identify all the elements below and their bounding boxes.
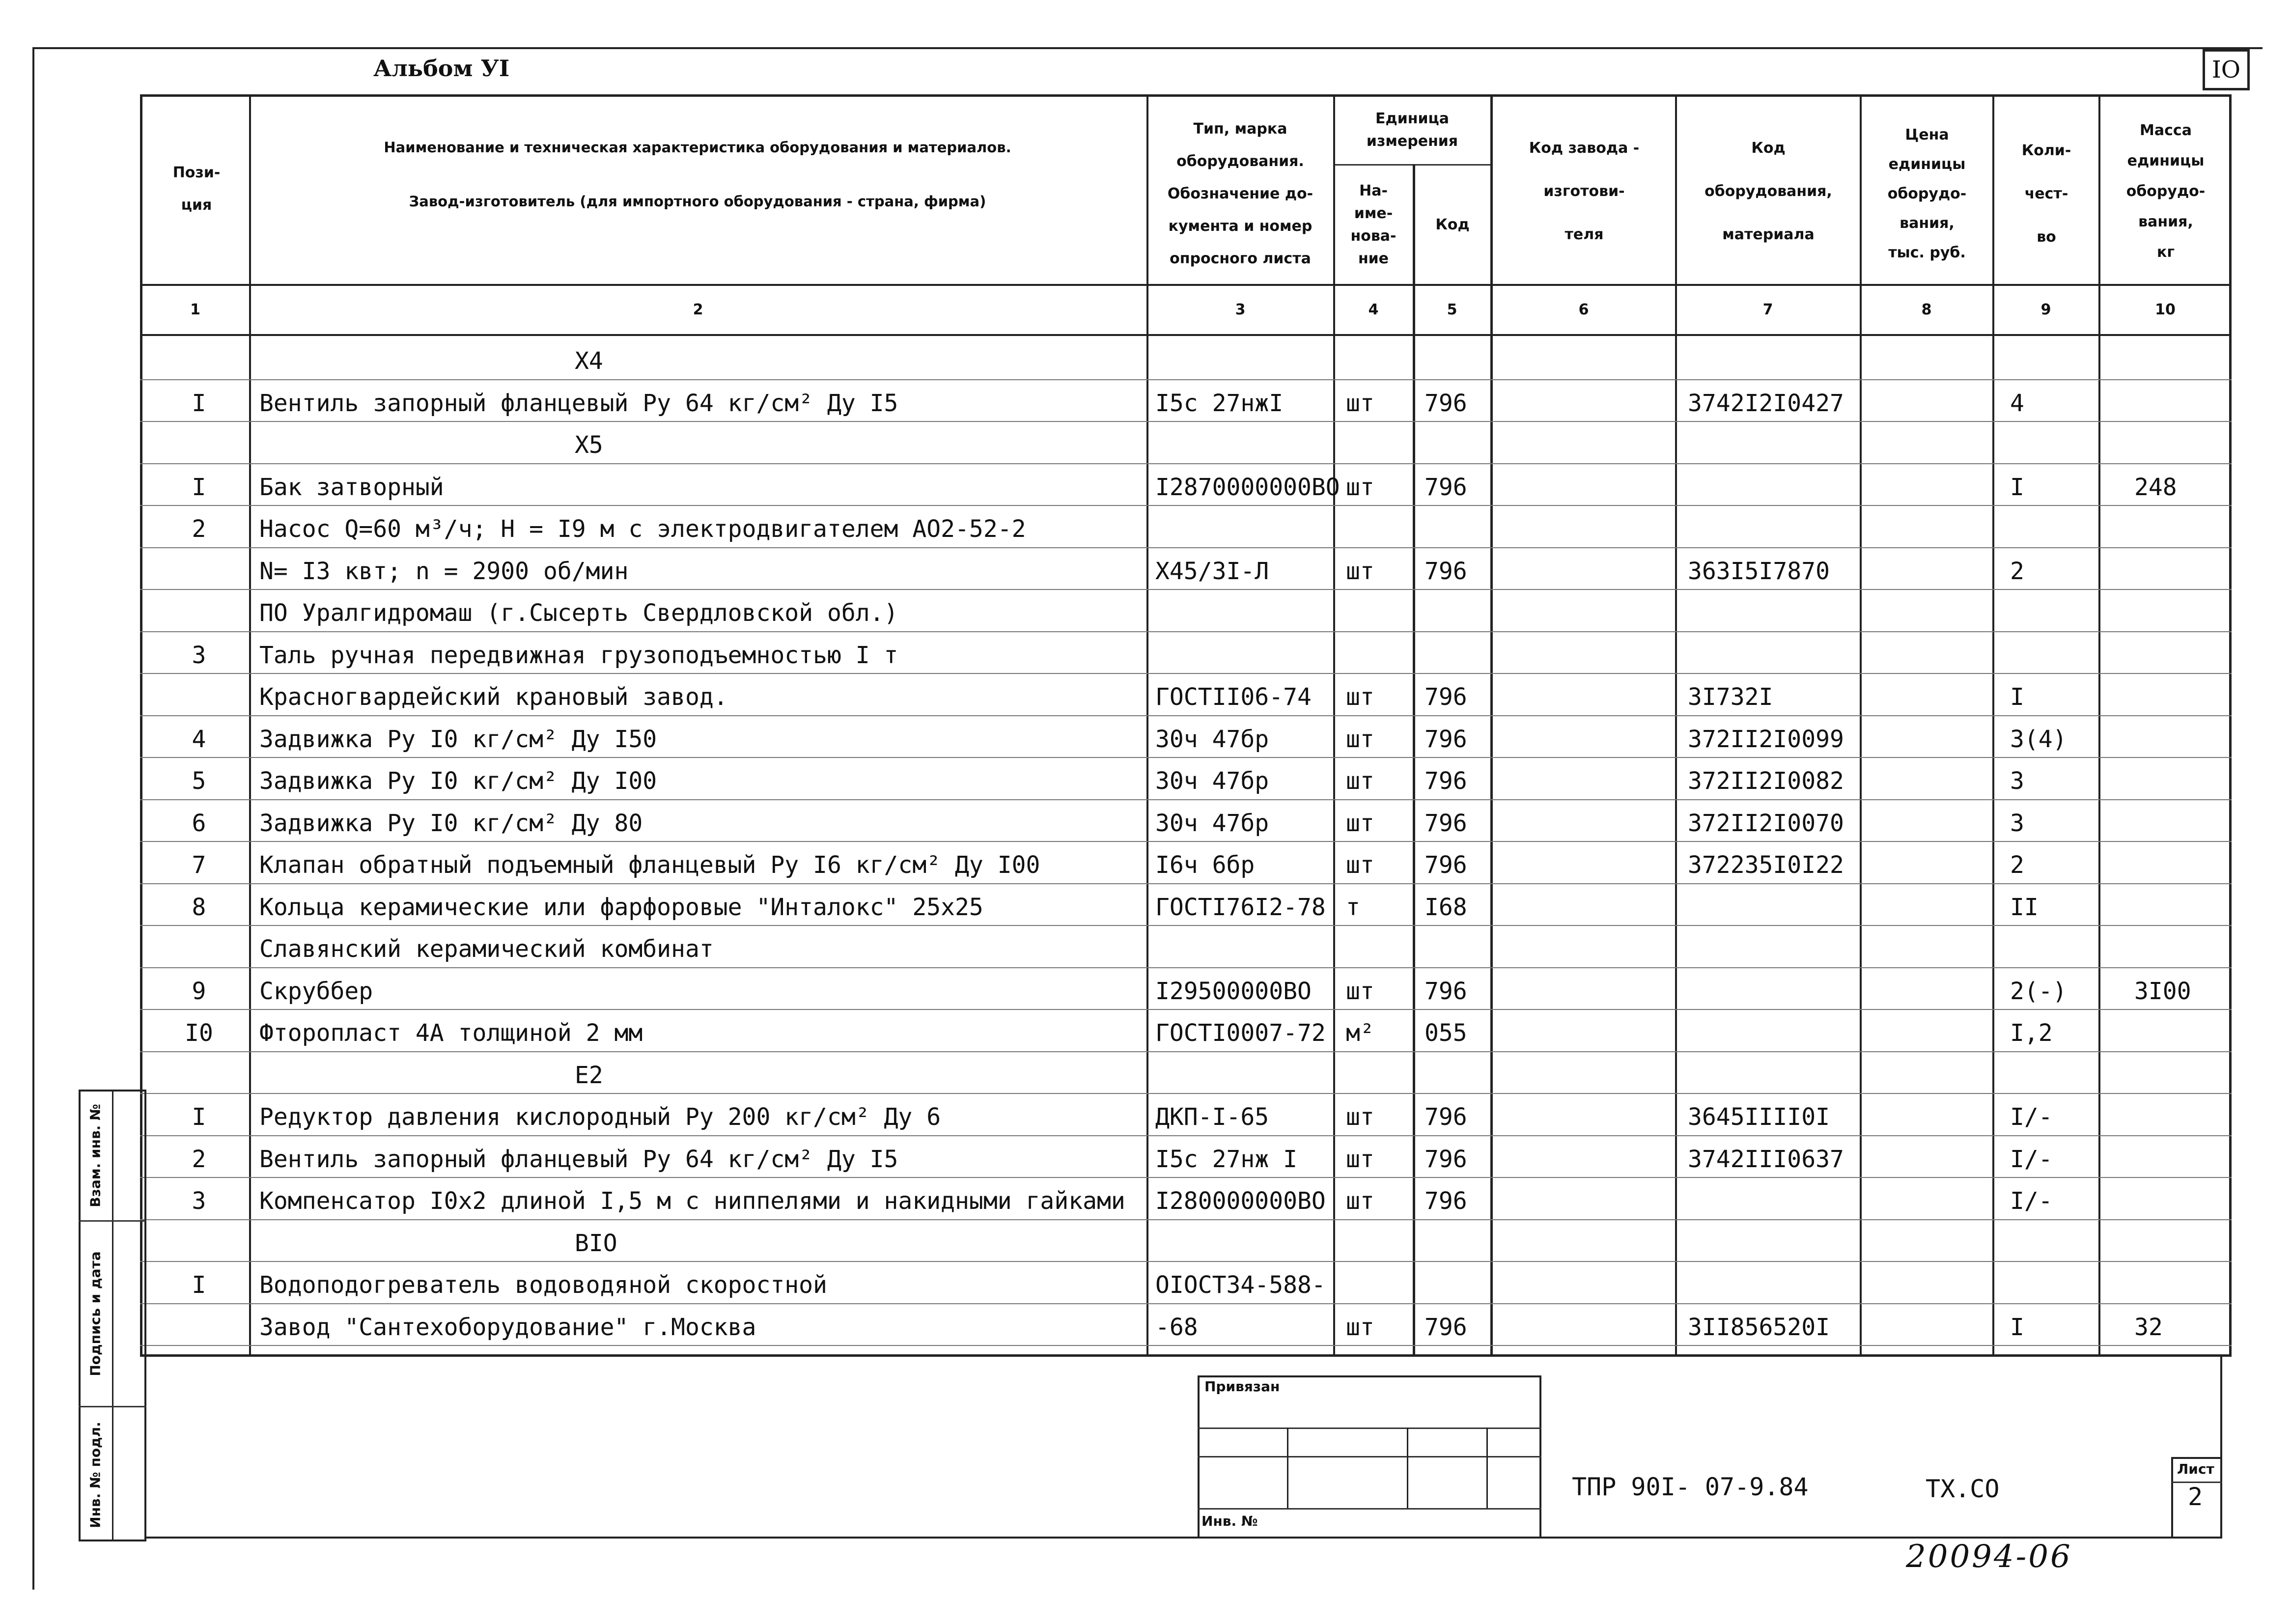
unit-cell: шт	[1346, 473, 1374, 501]
section-heading: ВIО	[575, 1229, 617, 1257]
mass-cell	[2134, 1012, 2233, 1054]
column-number-8: 8	[1921, 301, 1932, 318]
row-separator	[140, 1093, 2232, 1094]
equipment-code-cell	[1688, 1012, 1860, 1054]
mass-cell: 248	[2134, 473, 2177, 501]
row-separator	[140, 1009, 2232, 1010]
table-row	[0, 802, 2291, 844]
table-row	[0, 718, 2291, 760]
table-row	[0, 1096, 2291, 1138]
quantity-cell: I	[2010, 473, 2024, 501]
column-number-2: 2	[693, 301, 703, 318]
equipment-code-cell: 372II2I0082	[1688, 767, 1844, 795]
unit-code-cell: 796	[1425, 473, 1467, 501]
equipment-code-cell: 372235I0I22	[1688, 851, 1844, 879]
quantity-cell: I/-	[2010, 1145, 2053, 1173]
mass-cell	[2134, 760, 2233, 802]
position-cell: I	[192, 1103, 206, 1131]
header-type: Тип, марка оборудования. Обозначение до- кумента и номер опросного листа	[1167, 120, 1313, 267]
column-number-3: 3	[1235, 301, 1246, 318]
mass-cell	[2134, 592, 2233, 634]
name-cell: Водоподогреватель водоводяной скоростной	[259, 1271, 827, 1299]
unit-cell: шт	[1346, 725, 1374, 753]
row-separator	[140, 1303, 2232, 1304]
header-unit-price: Цена единицы оборудо- вания, тыс. руб.	[1887, 126, 1967, 261]
column-number-7: 7	[1762, 301, 1773, 318]
unit-cell: т	[1346, 893, 1360, 921]
privyazan-vsep-3	[1486, 1428, 1488, 1508]
quantity-cell: I	[2010, 683, 2024, 711]
unit-code-cell: 796	[1425, 809, 1467, 837]
inv-no-label: Инв. №	[1201, 1513, 1258, 1529]
sheet-number: 2	[2188, 1483, 2203, 1511]
section-row	[0, 1222, 2291, 1264]
section-heading: Х4	[575, 347, 603, 375]
unit-code-cell: 796	[1425, 1145, 1467, 1173]
table-row	[0, 550, 2291, 592]
unit-code-cell: 796	[1425, 1313, 1467, 1341]
unit-cell: шт	[1346, 1187, 1374, 1215]
table-row	[0, 466, 2291, 508]
position-cell: 2	[192, 1145, 206, 1173]
row-separator	[140, 463, 2232, 464]
quantity-cell: 3(4)	[2010, 725, 2067, 753]
type-cell: I2870000000ВО	[1155, 473, 1340, 501]
column-number-5: 5	[1447, 301, 1457, 318]
type-cell	[1155, 928, 1342, 970]
side-stamp-sep-2	[79, 1406, 146, 1407]
name-cell: Скруббер	[259, 977, 373, 1005]
header-name-line1: Наименование и техническая характеристика оборудования и материалов.	[384, 139, 1011, 156]
equipment-code-cell	[1688, 634, 1860, 676]
quantity-cell: I/-	[2010, 1103, 2053, 1131]
position-cell	[145, 1306, 253, 1348]
unit-cell: шт	[1346, 977, 1374, 1005]
type-cell	[1155, 592, 1342, 634]
position-cell	[145, 592, 253, 634]
header-separator	[140, 284, 2232, 286]
name-cell: Компенсатор I0х2 длиной I,5 м с ниппелями и накидными гайками	[259, 1187, 1125, 1215]
unit-code-cell	[1425, 634, 1488, 676]
position-cell: 2	[192, 515, 206, 543]
name-cell: Задвижка Ру I0 кг/см² Ду 80	[259, 809, 643, 837]
equipment-code-cell	[1688, 928, 1860, 970]
document-code: ТПР 90I- 07-9.84	[1572, 1473, 1809, 1501]
unit-code-cell	[1425, 592, 1488, 634]
quantity-cell: 2	[2010, 851, 2024, 879]
sheet-number-top	[2203, 49, 2250, 90]
row-separator	[140, 547, 2232, 548]
type-cell: I6ч 6бр	[1155, 851, 1255, 879]
mass-cell	[2134, 802, 2233, 844]
quantity-cell: I,2	[2010, 1019, 2053, 1047]
row-separator	[140, 967, 2232, 968]
header-position: Пози- ция	[172, 164, 221, 214]
quantity-cell: 4	[2010, 389, 2024, 417]
outer-top-border	[32, 47, 2263, 49]
name-cell: Задвижка Ру I0 кг/см² Ду I00	[259, 767, 657, 795]
quantity-cell	[2010, 508, 2094, 550]
unit-cell: шт	[1346, 683, 1374, 711]
header-equipment-code: Код оборудования, материала	[1704, 140, 1832, 243]
row-separator	[140, 379, 2232, 380]
unit-code-cell	[1425, 508, 1488, 550]
type-cell	[1155, 508, 1342, 550]
unit-group-separator	[1333, 164, 1490, 166]
type-cell	[1155, 634, 1342, 676]
table-row	[0, 886, 2291, 928]
row-separator	[140, 673, 2232, 674]
album-title: Альбом УI	[373, 55, 510, 82]
unit-code-cell: 055	[1425, 1019, 1467, 1047]
unit-code-cell: 796	[1425, 557, 1467, 585]
handwritten-number: 20094-06	[1906, 1539, 2072, 1575]
table-row	[0, 634, 2291, 676]
unit-cell: шт	[1346, 1145, 1374, 1173]
table-row	[0, 382, 2291, 424]
sheet-label: Лист	[2177, 1461, 2214, 1477]
unit-code-cell	[1425, 928, 1488, 970]
sheet-number-top-text: IO	[2211, 56, 2241, 84]
equipment-code-cell	[1688, 508, 1860, 550]
unit-code-cell: 796	[1425, 725, 1467, 753]
mass-cell	[2134, 1138, 2233, 1180]
quantity-cell: II	[2010, 893, 2039, 921]
row-separator	[140, 925, 2232, 926]
quantity-cell	[2010, 592, 2094, 634]
column-number-9: 9	[2040, 301, 2051, 318]
header-quantity: Коли- чест- во	[2021, 142, 2071, 246]
name-cell: Славянский керамический комбинат	[259, 935, 714, 963]
mass-cell	[2134, 1264, 2233, 1306]
type-cell: 30ч 47бр	[1155, 809, 1269, 837]
name-cell: Кольца керамические или фарфоровые "Инталокс" 25х25	[259, 893, 983, 921]
position-cell: 6	[192, 809, 206, 837]
unit-cell	[1346, 634, 1420, 676]
column-number-6: 6	[1578, 301, 1589, 318]
row-separator	[140, 1219, 2232, 1220]
header-name-line2: Завод-изготовитель (для импортного оборудования - страна, фирма)	[409, 193, 986, 210]
position-cell: 3	[192, 641, 206, 669]
unit-cell: шт	[1346, 851, 1374, 879]
position-cell: I	[192, 1271, 206, 1299]
quantity-cell	[2010, 634, 2094, 676]
unit-cell	[1346, 1264, 1420, 1306]
unit-cell	[1346, 508, 1420, 550]
column-number-10: 10	[2155, 301, 2176, 318]
column-number-separator	[140, 334, 2232, 336]
section-row	[0, 1054, 2291, 1096]
quantity-cell: I/-	[2010, 1187, 2053, 1215]
name-cell: Красногвардейский крановый завод.	[259, 683, 728, 711]
unit-cell	[1346, 592, 1420, 634]
section-heading: Е2	[575, 1061, 603, 1089]
mass-cell	[2134, 886, 2233, 928]
name-cell: Бак затворный	[259, 473, 444, 501]
position-cell: I	[192, 389, 206, 417]
equipment-code-cell	[1688, 970, 1860, 1012]
unit-code-cell: 796	[1425, 389, 1467, 417]
mass-cell	[2134, 844, 2233, 886]
privyazan-line-3	[1198, 1508, 1541, 1510]
equipment-code-cell	[1688, 1180, 1860, 1222]
equipment-code-cell	[1688, 1264, 1860, 1306]
row-separator	[140, 757, 2232, 758]
mass-cell: 32	[2134, 1313, 2163, 1341]
header-unit-code: Код	[1435, 216, 1470, 233]
row-separator	[140, 1177, 2232, 1178]
table-row	[0, 508, 2291, 550]
type-cell: I29500000ВО	[1155, 977, 1312, 1005]
row-separator	[140, 1135, 2232, 1136]
side-label-inv-podl: Инв. № подл.	[87, 1422, 104, 1528]
name-cell: Клапан обратный подъемный фланцевый Ру I6 кг/см² Ду I00	[259, 851, 1040, 879]
type-cell: I280000000ВО	[1155, 1187, 1326, 1215]
unit-cell	[1346, 928, 1420, 970]
quantity-cell: 3	[2010, 767, 2024, 795]
unit-cell: шт	[1346, 767, 1374, 795]
row-separator	[140, 841, 2232, 842]
quantity-cell	[2010, 1264, 2094, 1306]
privyazan-line-1	[1198, 1428, 1541, 1429]
type-cell: ДКП-I-65	[1155, 1103, 1269, 1131]
unit-code-cell: I68	[1425, 893, 1467, 921]
privyazan-vsep-1	[1287, 1428, 1288, 1508]
name-cell: Завод "Сантехоборудование" г.Москва	[259, 1313, 756, 1341]
row-separator	[140, 589, 2232, 590]
equipment-code-cell	[1688, 466, 1860, 508]
row-separator	[140, 631, 2232, 632]
name-cell: Таль ручная передвижная грузоподъемностью I т	[259, 641, 898, 669]
row-separator	[140, 505, 2232, 506]
header-unit-name: На- име- нова- ние	[1350, 182, 1397, 267]
unit-code-cell: 796	[1425, 1187, 1467, 1215]
header-unit-group: Единица измерения	[1366, 110, 1458, 150]
unit-code-cell: 796	[1425, 977, 1467, 1005]
equipment-code-cell: 372II2I0099	[1688, 725, 1844, 753]
type-cell: ГОСТI76I2-78	[1155, 893, 1326, 921]
equipment-code-cell: 3II856520I	[1688, 1313, 1830, 1341]
table-row	[0, 1306, 2291, 1348]
type-cell: Х45/3I-Л	[1155, 557, 1269, 585]
type-cell: I5с 27нжI	[1155, 389, 1284, 417]
table-row	[0, 1012, 2291, 1054]
name-cell: Вентиль запорный фланцевый Ру 64 кг/см² Ду I5	[259, 1145, 898, 1173]
section-heading: Х5	[575, 431, 603, 459]
equipment-code-cell: 372II2I0070	[1688, 809, 1844, 837]
side-stamp-divider	[112, 1090, 113, 1541]
name-cell: N= I3 квт; n = 2900 об/мин	[259, 557, 629, 585]
mass-cell	[2134, 1180, 2233, 1222]
quantity-cell	[2010, 928, 2094, 970]
unit-cell: м²	[1346, 1019, 1374, 1047]
unit-cell: шт	[1346, 1313, 1374, 1341]
mass-cell	[2134, 1096, 2233, 1138]
quantity-cell: 2	[2010, 557, 2024, 585]
quantity-cell: 3	[2010, 809, 2024, 837]
unit-cell: шт	[1346, 809, 1374, 837]
unit-code-cell: 796	[1425, 683, 1467, 711]
position-cell	[145, 676, 253, 718]
unit-cell: шт	[1346, 389, 1374, 417]
equipment-code-cell: 3742I2I0427	[1688, 389, 1844, 417]
position-cell: 7	[192, 851, 206, 879]
type-cell: ОIОСТ34-588-	[1155, 1271, 1326, 1299]
table-row	[0, 844, 2291, 886]
equipment-code-cell	[1688, 592, 1860, 634]
side-label-podpis-data: Подпись и дата	[87, 1251, 104, 1376]
position-cell: 8	[192, 893, 206, 921]
unit-cell: шт	[1346, 557, 1374, 585]
unit-code-cell: 796	[1425, 1103, 1467, 1131]
equipment-code-cell	[1688, 886, 1860, 928]
row-separator	[140, 883, 2232, 884]
side-label-vzam-inv: Взам. инв. №	[87, 1104, 104, 1207]
quantity-cell: 2(-)	[2010, 977, 2067, 1005]
equipment-code-cell: 363I5I7870	[1688, 557, 1830, 585]
table-row	[0, 928, 2291, 970]
name-cell: Редуктор давления кислородный Ру 200 кг/см² Ду 6	[259, 1103, 941, 1131]
name-cell: Насос Q=60 м³/ч; Н = I9 м с электродвигателем АО2-52-2	[259, 515, 1026, 543]
row-separator	[140, 421, 2232, 422]
document-mark: ТХ.СО	[1926, 1475, 2000, 1503]
mass-cell	[2134, 676, 2233, 718]
mass-cell: 3I00	[2134, 977, 2191, 1005]
name-cell: Вентиль запорный фланцевый Ру 64 кг/см² Ду I5	[259, 389, 898, 417]
mass-cell	[2134, 928, 2233, 970]
table-row	[0, 676, 2291, 718]
row-separator	[140, 1261, 2232, 1262]
privyazan-label: Привязан	[1204, 1378, 1280, 1395]
unit-code-cell: 796	[1425, 851, 1467, 879]
side-stamp-sep-1	[79, 1220, 146, 1222]
quantity-cell: I	[2010, 1313, 2024, 1341]
position-cell	[145, 550, 253, 592]
position-cell: 4	[192, 725, 206, 753]
name-cell: Задвижка Ру I0 кг/см² Ду I50	[259, 725, 657, 753]
column-number-4: 4	[1368, 301, 1379, 318]
type-cell: ГОСТI0007-72	[1155, 1019, 1326, 1047]
equipment-code-cell: 3I732I	[1688, 683, 1773, 711]
header-unit-mass: Масса единицы оборудо- вания, кг	[2126, 122, 2206, 261]
mass-cell	[2134, 508, 2233, 550]
table-row	[0, 760, 2291, 802]
equipment-code-cell: 3645IIII0I	[1688, 1103, 1830, 1131]
position-cell: 3	[192, 1187, 206, 1215]
position-cell	[145, 928, 253, 970]
column-number-1: 1	[190, 301, 200, 318]
position-cell: I0	[185, 1019, 213, 1047]
row-separator	[140, 715, 2232, 716]
table-row	[0, 1180, 2291, 1222]
position-cell: 5	[192, 767, 206, 795]
privyazan-vsep-2	[1407, 1428, 1408, 1508]
table-row	[0, 970, 2291, 1012]
header-plant-code: Код завода - изготови- теля	[1529, 140, 1640, 243]
row-separator	[140, 1345, 2232, 1346]
name-cell: ПО Уралгидромаш (г.Сысерть Свердловской обл.)	[259, 599, 898, 627]
position-cell: 9	[192, 977, 206, 1005]
mass-cell	[2134, 718, 2233, 760]
table-row	[0, 1138, 2291, 1180]
position-cell: I	[192, 473, 206, 501]
unit-cell: шт	[1346, 1103, 1374, 1131]
type-cell: -68	[1155, 1313, 1198, 1341]
type-cell: 30ч 47бр	[1155, 767, 1269, 795]
row-separator	[140, 799, 2232, 800]
section-row	[0, 340, 2291, 382]
mass-cell	[2134, 382, 2233, 424]
equipment-code-cell: 3742III0637	[1688, 1145, 1844, 1173]
row-separator	[140, 1051, 2232, 1052]
mass-cell	[2134, 634, 2233, 676]
unit-code-cell: 796	[1425, 767, 1467, 795]
type-cell: ГОСТII06-74	[1155, 683, 1312, 711]
mass-cell	[2134, 550, 2233, 592]
type-cell: I5с 27нж I	[1155, 1145, 1297, 1173]
section-row	[0, 424, 2291, 466]
table-row	[0, 1264, 2291, 1306]
table-row	[0, 592, 2291, 634]
type-cell: 30ч 47бр	[1155, 725, 1269, 753]
privyazan-line-2	[1198, 1456, 1541, 1457]
unit-code-cell	[1425, 1264, 1488, 1306]
name-cell: Фторопласт 4А толщиной 2 мм	[259, 1019, 643, 1047]
